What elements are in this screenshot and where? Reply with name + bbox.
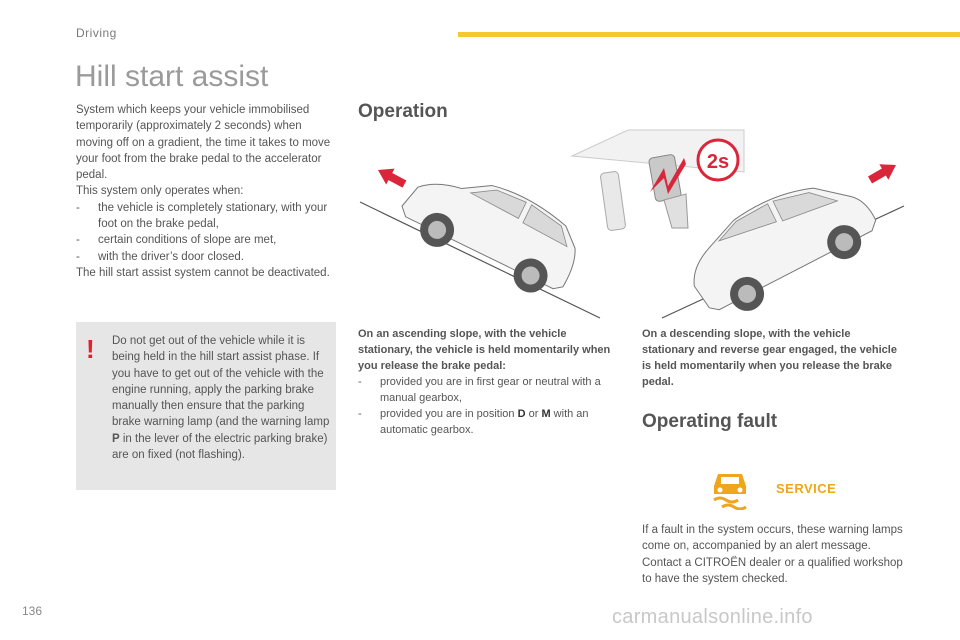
list-item: - the vehicle is completely stationary, with your foot on the brake pedal, — [76, 200, 338, 233]
watermark: carmanualsonline.info — [612, 606, 813, 628]
list-item: - provided you are in first gear or neutral with a manual gearbox, — [358, 374, 624, 406]
list-item: - certain conditions of slope are met, — [76, 232, 338, 248]
fault-text: If a fault in the system occurs, these warning lamps come on, accompanied by an alert message. Contact a CITROËN dealer or a qualified workshop to have the system checked. — [642, 524, 903, 585]
page-title: Hill start assist — [75, 60, 269, 93]
header-accent-bar — [458, 32, 960, 37]
operating-fault-heading: Operating fault — [642, 411, 778, 432]
ascending-lead: On an ascending slope, with the vehicle stationary, the vehicle is held momentarily when you release the brake pedal: — [358, 328, 611, 372]
warning-text: Do not get out of the vehicle while it is being held in the hill start assist phase. If you have to get out of the vehicle with the engine running, apply the parking brake manually then ensure that the parking brake warning lamp (and the warning lamp P in the lever of the electric parking brake) are on fixed (not flashing). — [112, 335, 330, 462]
red-arrow-icon — [866, 157, 901, 188]
list-item: - provided you are in position D or M with an automatic gearbox. — [358, 406, 624, 438]
intro-condition-lead: This system only operates when: — [76, 185, 244, 198]
intro-text — [76, 102, 338, 281]
intro-note: The hill start assist system cannot be deactivated. — [76, 266, 330, 279]
exclamation-icon: ! — [86, 334, 95, 364]
descending-slope-text: On a descending slope, with the vehicle stationary and reverse gear engaged, the vehicle is held momentarily when you release the brake pedal. — [642, 328, 897, 388]
descending-slope-illustration — [646, 150, 908, 320]
skidding-car-icon — [708, 470, 752, 510]
condition-list — [76, 200, 338, 265]
ascending-conditions — [358, 374, 624, 438]
red-arrow-icon — [374, 162, 409, 192]
list-item: - with the driver’s door closed. — [76, 249, 338, 265]
operation-heading: Operation — [358, 101, 448, 122]
section-label: Driving — [76, 26, 117, 40]
warning-box — [76, 322, 336, 490]
ascending-slope-text — [358, 326, 624, 438]
timer-label: 2s — [706, 151, 730, 173]
service-warning-lamp: SERVICE — [776, 481, 837, 496]
page-number: 136 — [22, 604, 43, 618]
intro-paragraph: System which keeps your vehicle immobilised temporarily (approximately 2 seconds) when moving off on a gradient, the time it takes to move your foot from the brake pedal to the accelerator pedal. — [76, 104, 331, 182]
